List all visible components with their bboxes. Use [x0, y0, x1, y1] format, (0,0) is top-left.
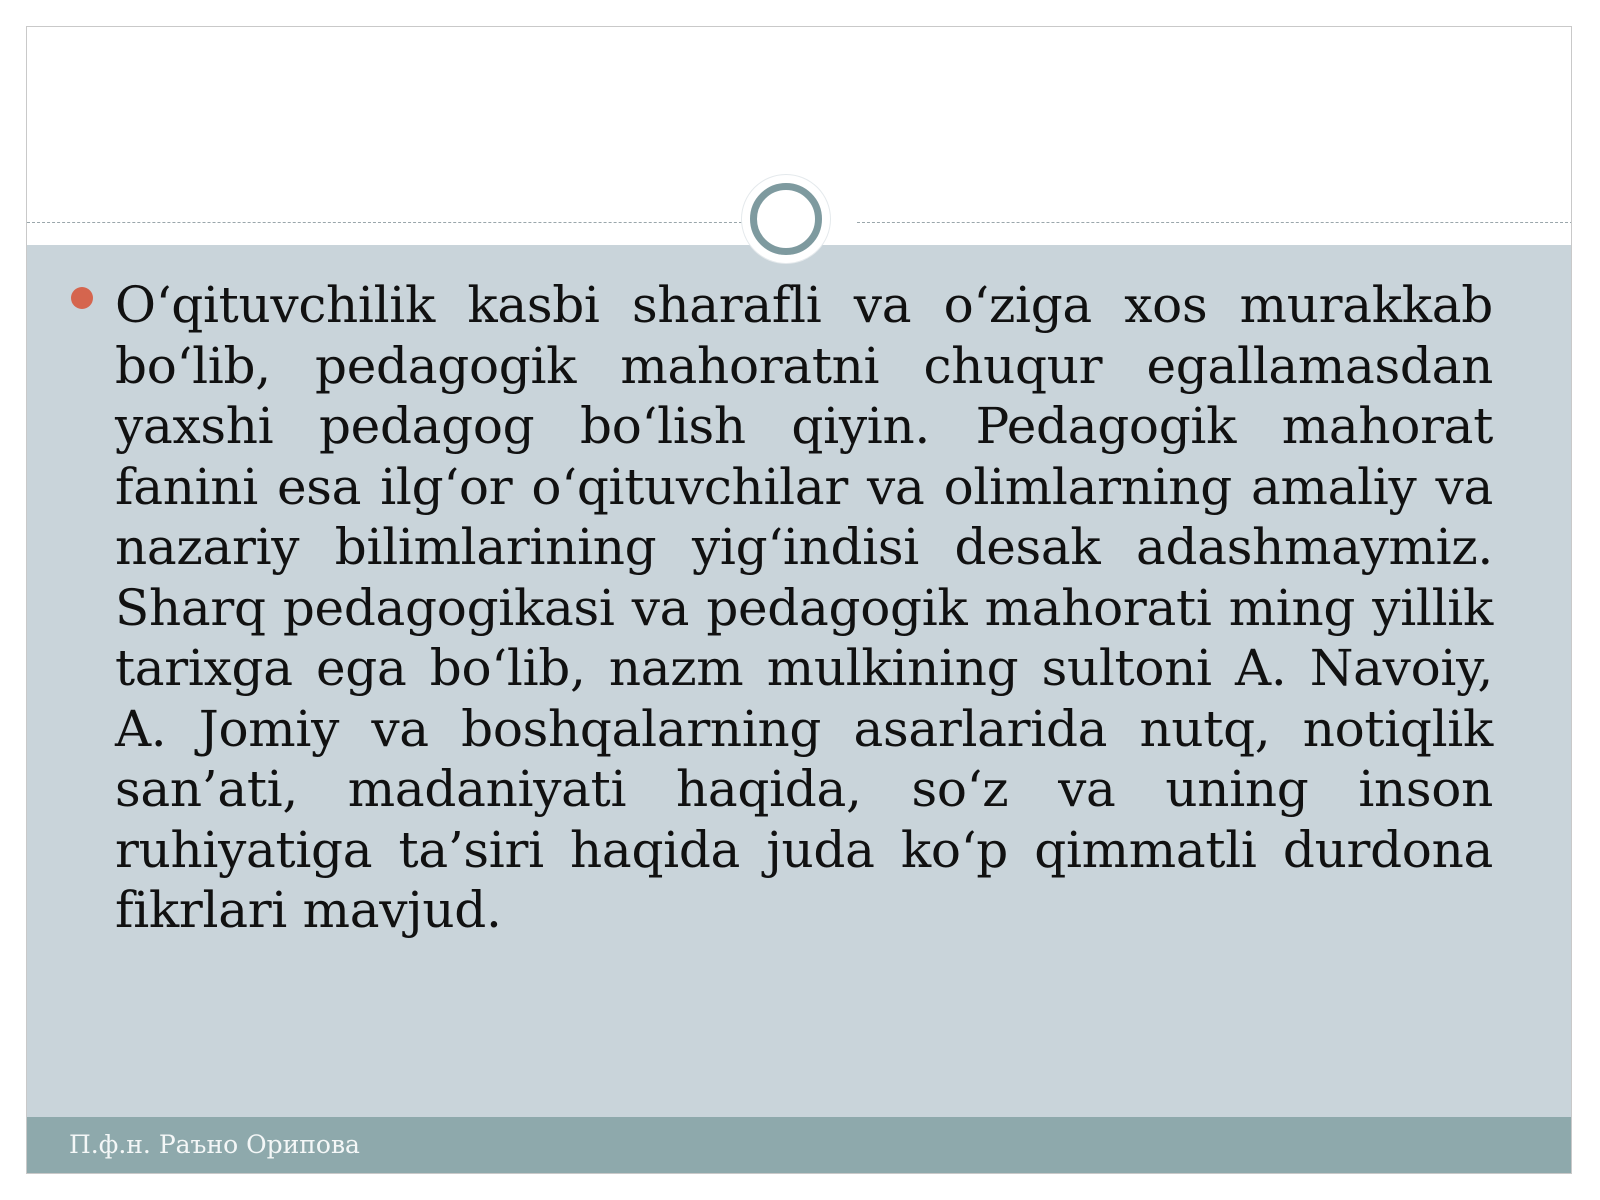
header-divider-right — [857, 222, 1572, 223]
footer-author: П.ф.н. Раъно Орипова — [69, 1130, 360, 1159]
footer-bar — [27, 1117, 1571, 1173]
header-divider-left — [27, 222, 747, 223]
ring-icon-inner — [750, 183, 822, 255]
bullet-paragraph: O‘qituvchilik kasbi sharafli va o‘ziga xos murakkab bo‘lib, pedagogik mahoratni chuqur egallamasdan yaxshi pedagog bo‘lish qiyin. Pedagogik mahorat fanini esa ilg‘or o‘qituvchilar va olimlarning amaliy va nazariy bilimlarining yig‘indisi desak adashmaymiz. Sharq pedagogikasi va pedagogik mahorati ming yillik tarixga ega bo‘lib, nazm mulkining sultoni A. Navoiy, A. Jomiy va boshqalarning asarlarida nutq, notiqlik san’ati, madaniyati haqida, so‘z va uning inson ruhiyatiga ta’siri haqida juda ko‘p qimmatli durdona fikrlari mavjud. — [115, 276, 1493, 939]
slide — [26, 26, 1572, 1174]
bullet-dot-icon — [71, 287, 93, 309]
ring-icon — [742, 175, 830, 263]
